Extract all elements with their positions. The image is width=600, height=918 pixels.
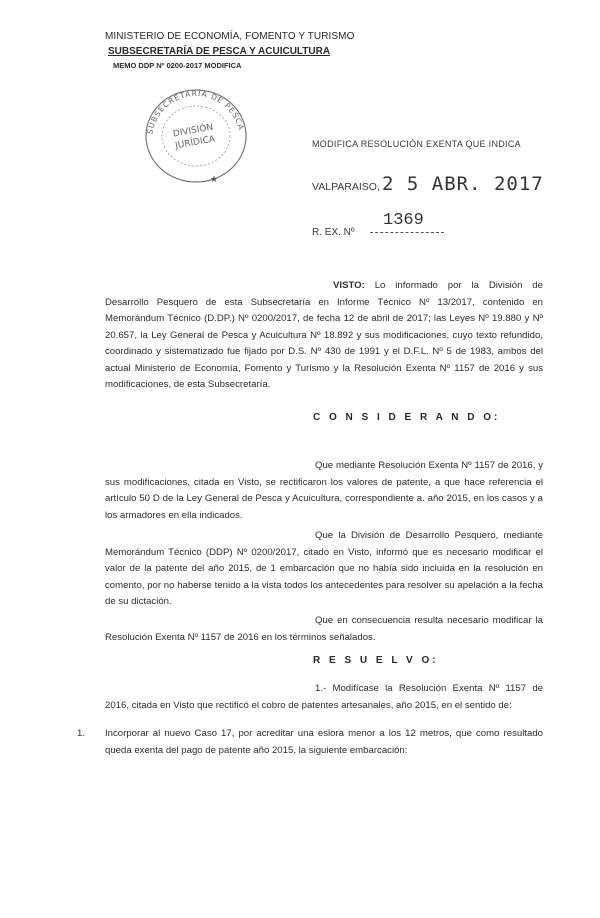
considerando-paragraph-2: [105, 528, 543, 611]
resolution-number-label: R. EX. Nº: [312, 227, 355, 238]
memo-reference: MEMO DDP Nº 0200-2017 MODIFICA: [113, 61, 242, 70]
subsecretaria-name: SUBSECRETARÍA DE PESCA Y ACUICULTURA: [108, 46, 331, 57]
resuelvo-heading: R E S U E L V O:: [313, 655, 439, 666]
stamp-juridica-text: JURÍDICA: [174, 134, 216, 152]
considerando-text-2: Que la División de Desarrollo Pesquero, mediante Memorándum Técnico (DDP) Nº 0200/2017, citado en Visto, informó que es necesario modificar el valor de la patente del año 2015, de 1 embarcación que no había sido incluida en la resolución en comento, por no haberse tenido a la vista todos los antecedentes para resolver su apelación a la fecha de su dictación.: [105, 530, 543, 607]
place-label: VALPARAISO,: [312, 181, 380, 193]
document-subject: MODIFICA RESOLUCIÓN EXENTA QUE INDICA: [312, 139, 521, 149]
visto-label: VISTO:: [333, 280, 365, 291]
division-juridica-stamp: [130, 78, 260, 193]
ministry-name: MINISTERIO DE ECONOMÍA, FOMENTO Y TURISMO: [105, 31, 355, 42]
visto-paragraph: [105, 278, 543, 394]
stamp-star-icon: ★: [210, 175, 219, 185]
resuelvo-paragraph-1: [105, 681, 543, 714]
resuelvo-text-1: 1.- Modifícase la Resolución Exenta Nº 1157 de 2016, citada en Visto que rectificó el cobro de patentes artesanales, año 2015, en el sentido de:: [105, 683, 543, 711]
considerando-paragraph-1: [105, 458, 543, 524]
date-stamp: 2 5 ABR. 2017: [382, 173, 544, 195]
resolution-number-line: [370, 232, 444, 233]
considerando-text-1: Que mediante Resolución Exenta Nº 1157 de 2016, y sus modificaciones, citada en Visto, se rectificaron los valores de patente, a que hace referencia el artículo 50 D de la Ley General de Pesca y Acuicultura, correspondiente a. año 2015, en los casos y a los armadores en ella indicados.: [105, 460, 543, 521]
list-item-number: 1.: [77, 728, 86, 739]
list-item-text: Incorporar al nuevo Caso 17, por acreditar una eslora menor a los 12 metros, que como resultado queda exenta del pago de patente año 2015, la siguiente embarcación:: [105, 728, 543, 756]
visto-text: Lo informado por la División de Desarrollo Pesquero de esta Subsecretaría en Informe Técnico Nº 13/2017, contenido en Memorándum Técnico (D.DP.) Nº 0200/2017, de fecha 12 de abril de 2017; las Leyes Nº 19.880 y Nº 20.657, la Ley General de Pesca y Acuicultura Nº 18.892 y sus modificaciones, cuyo texto refundido, coordinado y sistematizado fue fijado por D.S. Nº 430 de 1991 y el D.F.L. Nº 5 de 1983, ambos del actual Ministerio de Economía, Fomento y Turismo y la Resolución Exenta Nº 1157 de 2016 y sus modificaciones, de esta Subsecretaría.: [105, 280, 543, 390]
considerando-heading: C O N S I D E R A N D O:: [313, 412, 501, 423]
resolution-number: 1369: [383, 211, 424, 230]
considerando-paragraph-3: [105, 613, 543, 646]
stamp-ring-text: SUBSECRETARÍA DE PESCA: [145, 88, 246, 135]
considerando-text-3: Que en consecuencia resulta necesario modificar la Resolución Exenta Nº 1157 de 2016 en los términos señalados.: [105, 615, 543, 643]
stamp-division-text: DIVISIÓN: [172, 122, 214, 140]
